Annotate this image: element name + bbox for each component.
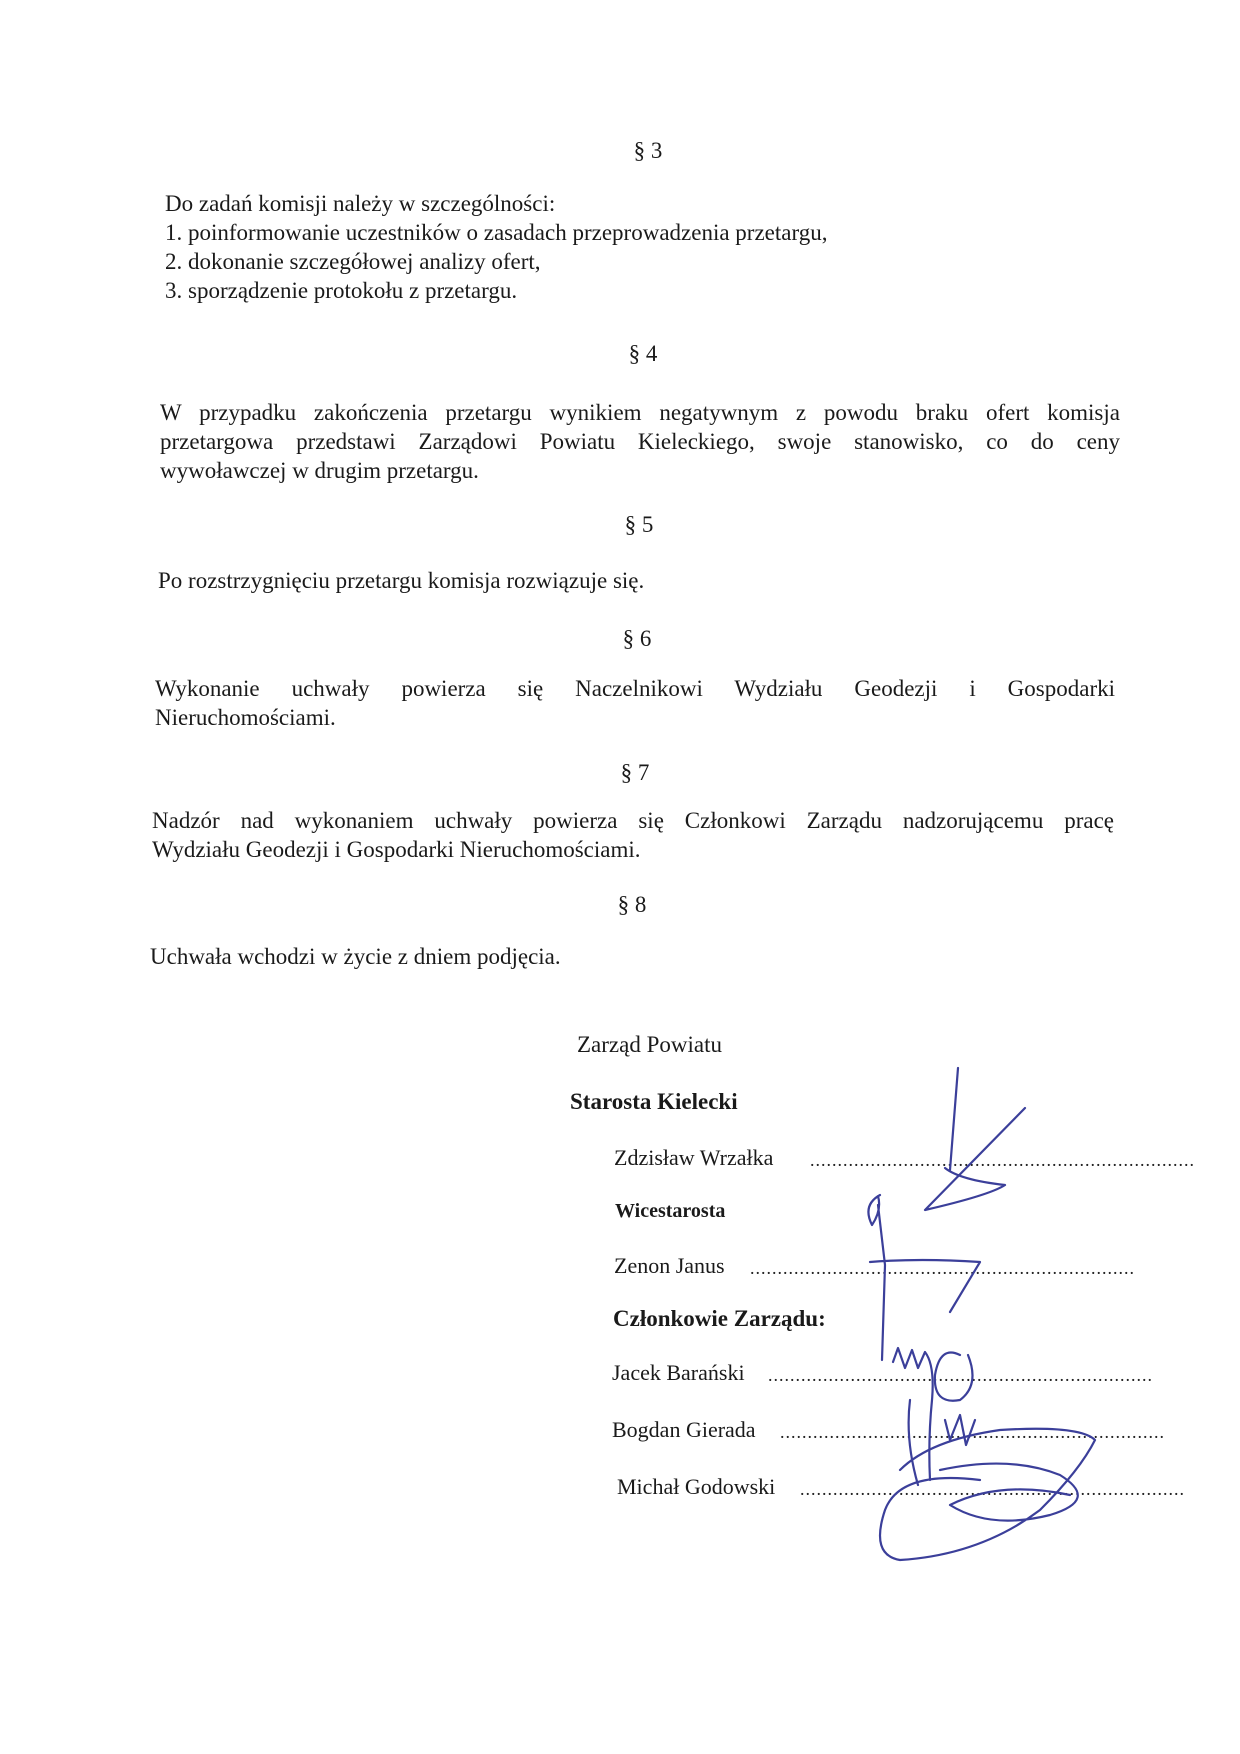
section-heading-7: § 7 xyxy=(620,760,650,785)
paragraph-4-line: W przypadku zakończenia przetargu wynikiem negatywnym z powodu braku ofert komisja xyxy=(160,400,1120,425)
paragraph-3 xyxy=(165,189,905,305)
paragraph-4-line: przetargowa przedstawi Zarządowi Powiatu Kieleckiego, swoje stanowisko, co do ceny xyxy=(160,429,1120,454)
signature-line-member: ...................................................................... xyxy=(800,1479,1185,1499)
signature-starosta xyxy=(925,1068,1025,1210)
paragraph-5: Po rozstrzygnięciu przetargu komisja rozwiązuje się. xyxy=(158,568,645,593)
starosta-title: Starosta Kielecki xyxy=(570,1089,738,1114)
paragraph-6-line: Nieruchomościami. xyxy=(155,705,336,730)
member-name: Bogdan Gierada xyxy=(612,1417,756,1442)
vice-name: Zenon Janus xyxy=(614,1253,725,1278)
section-heading-3: § 3 xyxy=(633,138,663,163)
signature-line-member: ...................................................................... xyxy=(768,1365,1153,1385)
members-title: Członkowie Zarządu: xyxy=(613,1306,826,1331)
section-heading-6: § 6 xyxy=(622,626,652,651)
paragraph-7-line: Nadzór nad wykonaniem uchwały powierza się Członkowi Zarządu nadzorującemu pracę xyxy=(152,808,1114,833)
paragraph-6 xyxy=(155,674,1115,732)
list-item: 3. sporządzenie protokołu z przetargu. xyxy=(165,278,518,303)
paragraph-7-line: Wydziału Geodezji i Gospodarki Nieruchomościami. xyxy=(152,837,641,862)
paragraph-8: Uchwała wchodzi w życie z dniem podjęcia. xyxy=(150,944,561,969)
member-name: Jacek Barański xyxy=(612,1360,745,1385)
list-item: 2. dokonanie szczegółowej analizy ofert, xyxy=(165,249,541,274)
section-heading-5: § 5 xyxy=(624,512,654,537)
paragraph-3-intro: Do zadań komisji należy w szczególności: xyxy=(165,191,556,216)
section-heading-8: § 8 xyxy=(617,892,647,917)
paragraph-6-line: Wykonanie uchwały powierza się Naczelnikowi Wydziału Geodezji i Gospodarki xyxy=(155,676,1115,701)
starosta-name: Zdzisław Wrzałka xyxy=(614,1145,774,1170)
board-label: Zarząd Powiatu xyxy=(577,1032,722,1057)
signature-line-vice: ...................................................................... xyxy=(750,1258,1135,1278)
signature-line-starosta: ...................................................................... xyxy=(810,1150,1195,1170)
paragraph-4 xyxy=(160,398,1120,485)
vice-title: Wicestarosta xyxy=(615,1200,726,1222)
section-heading-4: § 4 xyxy=(628,341,658,366)
tasks-list xyxy=(165,218,905,305)
paragraph-4-line: wywoławczej w drugim przetargu. xyxy=(160,458,479,483)
paragraph-7 xyxy=(152,806,1114,864)
list-item: 1. poinformowanie uczestników o zasadach przeprowadzenia przetargu, xyxy=(165,220,828,245)
member-name: Michał Godowski xyxy=(617,1474,776,1499)
signature-line-member: ...................................................................... xyxy=(780,1422,1165,1442)
